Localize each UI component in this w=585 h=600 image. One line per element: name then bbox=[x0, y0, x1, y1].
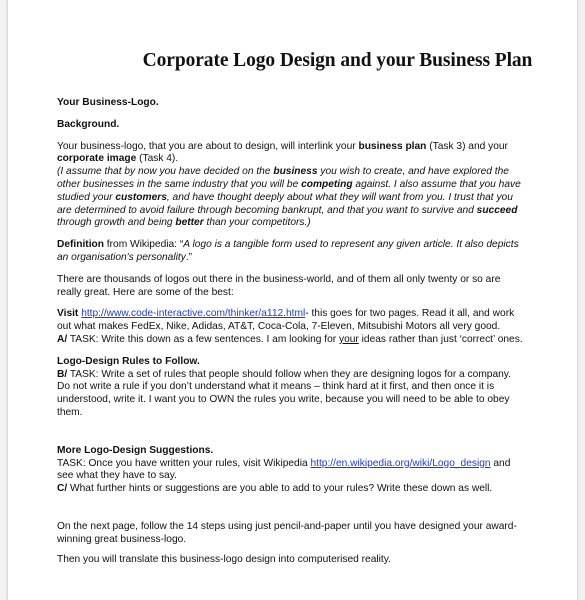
heading-your-business-logo: Your Business-Logo. bbox=[57, 97, 159, 108]
document-title: Corporate Logo Design and your Business Plan bbox=[142, 50, 533, 71]
heading-rules: Logo-Design Rules to Follow. bbox=[57, 355, 200, 367]
next-page-paragraph: On the next page, follow the 14 steps using just pencil-and-paper until you have designed your award- winning great business-logo. bbox=[57, 520, 517, 545]
thousands-paragraph: There are thousands of logos out there in the business-world, and of them all only twenty or so are really great. Here are some of the best: bbox=[57, 273, 501, 298]
definition-paragraph: Definition from Wikipedia: “A logo is a tangible form used to represent any given article. It also depicts an organisation's personality.” bbox=[57, 239, 519, 263]
background-intro: Your business-logo, that you are about to design, will interlink your business plan (Task 3) and your corporate image (Task 4). bbox=[57, 140, 508, 165]
code-interactive-link[interactable]: http://www.code-interactive.com/thinker/a112.html bbox=[81, 308, 306, 320]
suggestions-paragraph: TASK: Once you have written your rules, visit Wikipedia http://en.wikipedia.org/wiki/Logo_design and see what they have to say. C/ What further hints or suggestions are you able to add to your rules? Write these down as well. bbox=[57, 457, 511, 495]
heading-suggestions: More Logo-Design Suggestions. bbox=[57, 444, 214, 456]
visit-paragraph: Visit http://www.code-interactive.com/thinker/a112.html- this goes for two pages. Read it all, and work out what makes FedEx, Nike, Adidas, AT&T, Coca-Cola, 7-Eleven, Mitsubishi Motors all very good. A/ TASK: Write this down as a few sentences. I am looking for your ideas rather than just ‘correct’ ones. bbox=[57, 308, 523, 345]
heading-background: Background. bbox=[57, 118, 120, 130]
rules-paragraph: B/ TASK: Write a set of rules that people should follow when they are designing logos for a company. Do not write a rule if you don’t understand what it means – think hard at it first, and then once it is understood, write it. I want you to OWN the rules you write, because you will need to be able to obey them. bbox=[57, 368, 511, 418]
wikipedia-logo-design-link[interactable]: http://en.wikipedia.org/wiki/Logo_design bbox=[310, 457, 491, 469]
document-page bbox=[8, 0, 577, 600]
translate-paragraph: Then you will translate this business-logo design into computerised reality. bbox=[57, 553, 391, 565]
background-note: (I assume that by now you have decided on the business you wish to create, and have explored the other businesses in the same industry that you will be competing against. I also assume that you have studied your customers, and have thought deeply about what they will want from you. I trust that you are determined to avoid failure through becoming bankrupt, and that you want to survive and succeed through growth and being better than your competitors.) bbox=[57, 166, 521, 229]
document-body bbox=[57, 97, 537, 566]
